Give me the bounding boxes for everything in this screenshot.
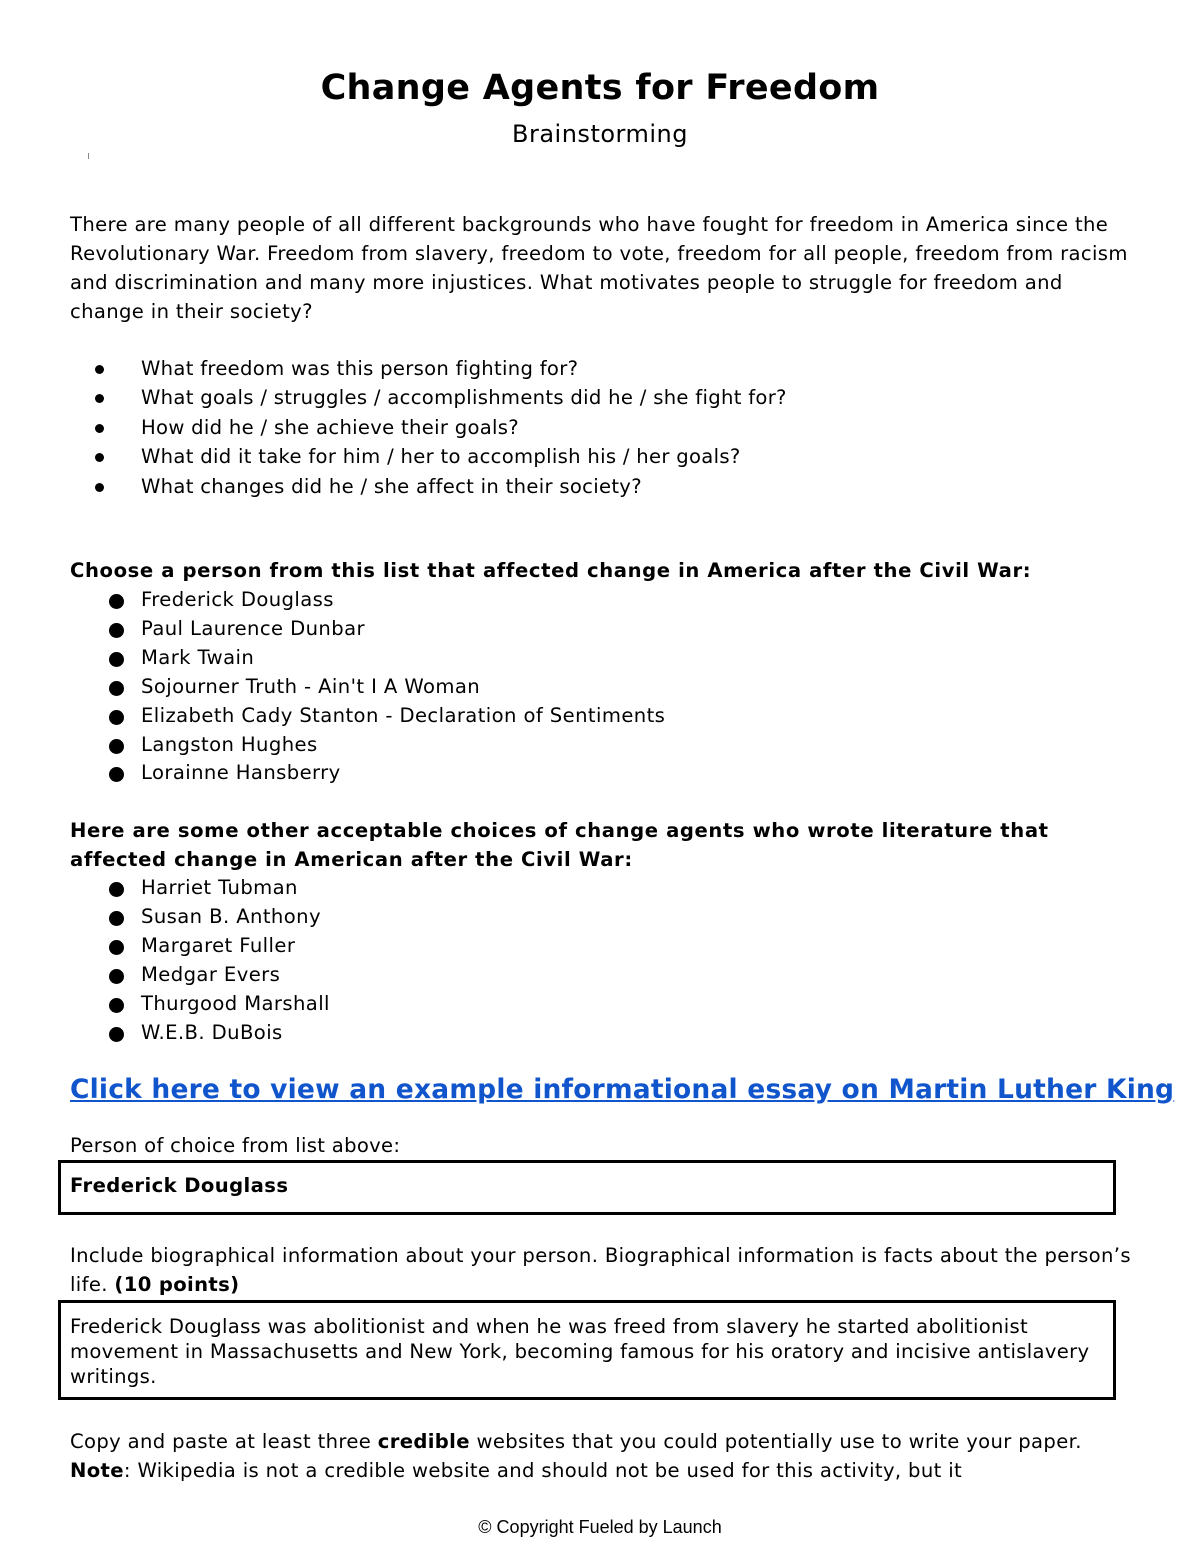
bullet-icon [95, 394, 104, 403]
person-list-item: Lorainne Hansberry [70, 759, 665, 788]
bullet-icon [109, 652, 124, 667]
bio-prompt: Include biographical information about your person. Biographical information is facts about the person’s life. (10 points) [70, 1244, 1131, 1296]
bullet-icon [95, 365, 104, 374]
question-item: What did it take for him / her to accomplish his / her goals? [70, 442, 787, 471]
page-subtitle: Brainstorming [512, 120, 688, 148]
bullet-icon [95, 424, 104, 433]
person-list-item: Sojourner Truth - Ain't I A Woman [70, 673, 665, 702]
bullet-icon [109, 911, 124, 926]
person-list-item: Elizabeth Cady Stanton - Declaration of Sentiments [70, 702, 665, 731]
bullet-icon [109, 940, 124, 955]
bullet-icon [109, 969, 124, 984]
bullet-icon [109, 739, 124, 754]
bullet-icon [109, 594, 124, 609]
person-list-item: Frederick Douglass [70, 586, 665, 615]
bio-answer-value: Frederick Douglass was abolitionist and when he was freed from slavery he started abolitionist movement in Massachusetts and New York, becoming famous for his oratory and incisive antislavery writings. [70, 1315, 1090, 1388]
bullet-icon [109, 623, 124, 638]
list2-heading: Here are some other acceptable choices of change agents who wrote literature that affected change in American after the Civil War: [70, 819, 1049, 871]
question-list [70, 354, 787, 501]
bullet-icon [109, 681, 124, 696]
person-choice-label: Person of choice from list above: [70, 1134, 401, 1157]
bullet-icon [95, 453, 104, 462]
person-choice-value: Frederick Douglass [70, 1174, 289, 1197]
example-essay-link[interactable]: Click here to view an example informational essay on Martin Luther King [70, 1074, 1175, 1105]
person-list-item: Paul Laurence Dunbar [70, 615, 665, 644]
stray-mark [88, 153, 89, 159]
person-list-secondary [70, 874, 330, 1047]
person-list-item: Susan B. Anthony [70, 903, 330, 932]
intro-paragraph: There are many people of all different backgrounds who have fought for freedom in America since the Revolutionary War. Freedom from slavery, freedom to vote, freedom for all people, freedom from racism and discrimination and many more injustices. What motivates people to struggle for freedom and change in their society? [70, 213, 1128, 323]
websites-prompt: Copy and paste at least three credible websites that you could potentially use to write your paper. Note: Wikipedia is not a credible website and should not be used for this activity, but it [70, 1430, 1082, 1482]
bullet-icon [109, 882, 124, 897]
person-list-item: W.E.B. DuBois [70, 1019, 330, 1048]
list1-heading: Choose a person from this list that affected change in America after the Civil War: [70, 559, 1032, 582]
question-item: How did he / she achieve their goals? [70, 413, 787, 442]
bullet-icon [109, 710, 124, 725]
person-choice-field[interactable] [58, 1160, 1116, 1215]
person-list-primary [70, 586, 665, 788]
bullet-icon [109, 767, 124, 782]
person-list-item: Langston Hughes [70, 731, 665, 760]
bullet-icon [109, 1027, 124, 1042]
question-item: What freedom was this person fighting for? [70, 354, 787, 383]
person-list-item: Mark Twain [70, 644, 665, 673]
copyright-footer: © Copyright Fueled by Launch [478, 1517, 722, 1537]
person-list-item: Margaret Fuller [70, 932, 330, 961]
bio-answer-field[interactable] [58, 1300, 1116, 1400]
person-list-item: Thurgood Marshall [70, 990, 330, 1019]
bullet-icon [109, 998, 124, 1013]
person-list-item: Harriet Tubman [70, 874, 330, 903]
bio-points: (10 points) [114, 1273, 240, 1296]
question-item: What changes did he / she affect in their society? [70, 472, 787, 501]
page-title: Change Agents for Freedom [320, 68, 880, 108]
bullet-icon [95, 483, 104, 492]
person-list-item: Medgar Evers [70, 961, 330, 990]
question-item: What goals / struggles / accomplishments did he / she fight for? [70, 383, 787, 412]
